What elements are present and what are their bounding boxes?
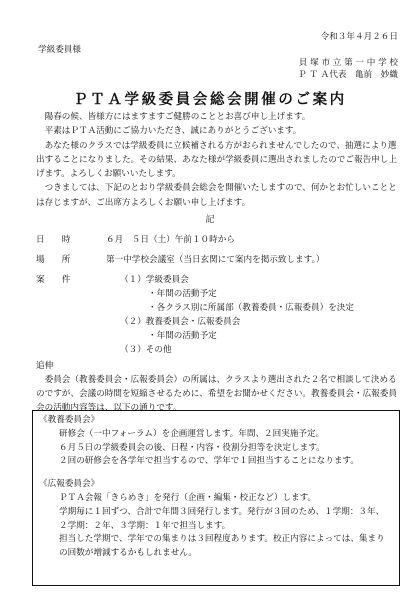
school-name: 貝 塚 市 立 第 一 中 学 校 <box>298 58 398 68</box>
committee-info-box <box>32 410 400 586</box>
agenda-list <box>120 273 354 357</box>
greeting-paragraph: あなた様のクラスでは学級委員に立候補される方がおられませんでしたので、抽選により選出することになりました。その結果、あなた様が学級委員に選出されましたのでご報告申し上げます。よろしくお願いいたします。 <box>36 140 397 180</box>
page-title: ＰＴＡ学級委員会総会開催のご案内 <box>73 92 347 108</box>
date-label: 日 時 <box>36 235 71 245</box>
place-row <box>36 253 324 267</box>
committee-line: ２回の研修会を各学年で担当するので、学年で１回担当することになります。 <box>59 456 359 467</box>
place-label: 場 所 <box>36 255 71 265</box>
agenda-label: 案 件 <box>36 275 71 285</box>
committee-heading: 《広報委員会》 <box>39 479 100 490</box>
committee-line: ＰＴＡ会報「きらめき」を発行（企画・編集・校正など）します。 <box>59 492 317 503</box>
greeting-paragraph: 陽春の候、皆様方にはますますご健勝のこととお喜び申し上げます。 <box>44 112 311 122</box>
sender-block <box>298 57 398 81</box>
sender-name: Ｐ Ｔ Ａ代表 亀前 妙織 <box>298 70 398 80</box>
agenda-subitem: ・年間の活動予定 <box>148 331 217 341</box>
committee-line: ６月５日の学級委員会の後、日程・内容・役割分担等を決定します。 <box>59 442 325 453</box>
committee-line: 研修会（一中フォーラム）を企画運営します。年間、２回実施予定。 <box>59 428 325 439</box>
agenda-subitem: ・各クラス別に所属部（教養委員・広報委員）を決定 <box>148 303 354 313</box>
date-row <box>36 233 235 247</box>
agenda-item: （２）教養委員会・広報委員会 <box>120 317 241 327</box>
postscript-heading: 追伸 <box>36 361 54 371</box>
agenda-subitem: ・年間の活動予定 <box>148 289 217 299</box>
committee-line: 担当した学期で、学年での集まりは３回程度あります。校正内容によっては、集まりの回数が増減するかもしれません。 <box>59 534 385 559</box>
date-value: ６月 ５日（土）午前１０時から <box>106 235 235 245</box>
greeting-text <box>36 110 398 210</box>
recipient: 学級委員様 <box>38 45 81 55</box>
agenda-item: （１）学級委員会 <box>120 275 189 285</box>
letter-date: 令和３年４月２６日 <box>320 32 398 42</box>
ki-heading: 記 <box>205 215 215 225</box>
postscript-text: 委員会（教養委員会・広報委員会）の所属は、クラスより選出された２名で相談して決めるのですが、会議の時間を短縮させるために、希望をお聞かせください。教養委員会・広報委員会の活動内容等は、以下の通りです。 <box>36 375 397 413</box>
committee-line: 学期毎に１回ずつ、合計で年間３回発行します。発行が３回のため、１学期：３年、２学期：２年、３学期：１年で担当します。 <box>59 506 385 531</box>
place-value: 第一中学校会議室（当日玄関にて案内を掲示致します。） <box>106 255 325 265</box>
agenda-item: （３）その他 <box>120 345 172 355</box>
greeting-paragraph: 平素はＰＴＡ活動にご協力いただき、誠にありがとうございます。 <box>44 126 302 137</box>
agenda-row <box>36 273 106 287</box>
greeting-paragraph: つきましては、下記のとおり学級委員会総会を開催いたしますので、何かとお忙しいこととは存じますが、ご出席方よろしくお願い申し上げます。 <box>36 183 397 208</box>
committee-heading: 《教養委員会》 <box>39 415 100 425</box>
